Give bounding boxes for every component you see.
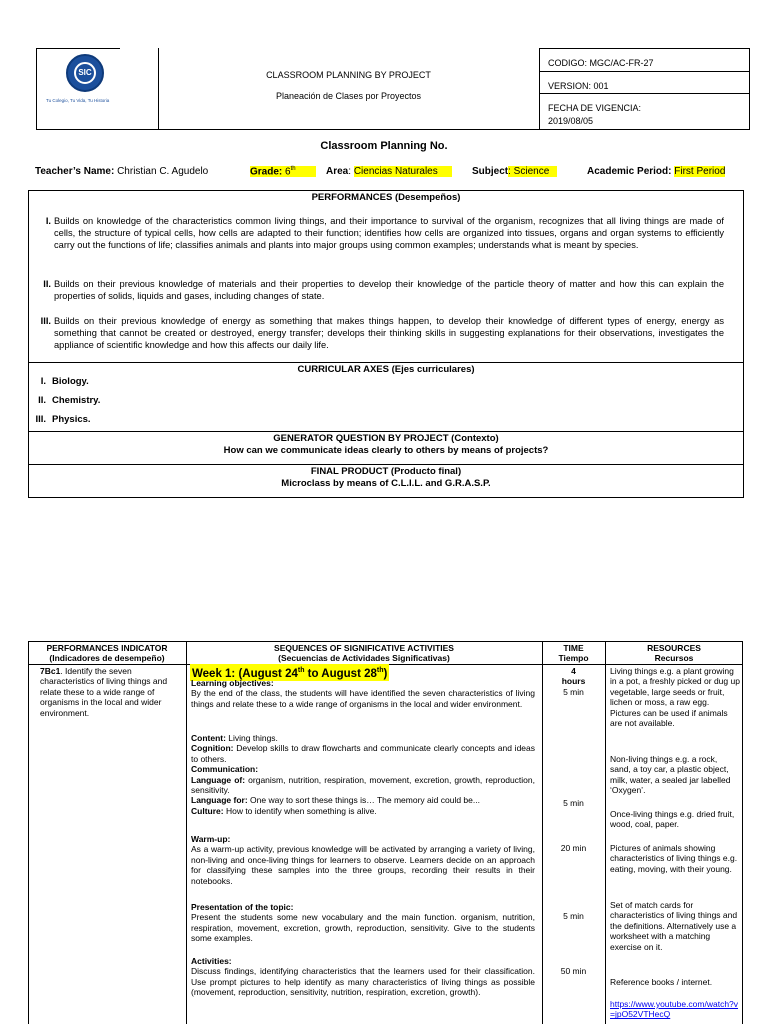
activities-label: Activities: [191, 956, 232, 966]
presentation-section [191, 902, 535, 944]
document-code: CODIGO: MGC/AC-FR-27 [548, 58, 654, 68]
column-header-indicator [28, 643, 186, 663]
language-of-label: Language of: [191, 774, 246, 785]
activities-section [191, 956, 535, 998]
curricular-axes-heading: CURRICULAR AXES (Ejes curriculares) [297, 364, 475, 375]
table-column-divider [605, 641, 606, 1024]
axis-label: Chemistry. [52, 395, 101, 406]
warm-up-text: As a warm-up activity, previous knowledge will be activated by arranging a variety of living, non-living and once-living things for learners to observe. Learners decide on an approach for classifying these samples into the three groups, recording their results in their notebooks. [191, 844, 535, 886]
final-product-heading: FINAL PRODUCT (Producto final) [310, 466, 462, 477]
period-field [587, 166, 725, 177]
communication-label: Communication: [191, 764, 259, 775]
performance-number: I. [45, 216, 51, 226]
indicator-code: 7Bc1 [40, 666, 61, 676]
clil-section [191, 733, 535, 816]
table-column-divider [542, 641, 543, 1024]
validity-date-value: 2019/08/05 [548, 116, 594, 126]
language-for-text: One way to sort these things is… The memory aid could be... [247, 795, 480, 806]
section-divider [28, 464, 744, 465]
subject-value: : Science [508, 166, 550, 177]
week-end-text: to August 28 [304, 667, 377, 680]
column-header-sequences-es: (Secuencias de Actividades Significativas) [278, 653, 450, 663]
warm-up-section [191, 834, 535, 886]
resource-item: Reference books / internet. [610, 977, 713, 987]
column-header-time-es: Tiempo [558, 653, 589, 663]
axis-number: II. [38, 395, 46, 406]
axis-label: Physics. [52, 414, 91, 425]
performance-number: III. [40, 316, 51, 326]
document-title: CLASSROOM PLANNING BY PROJECT [266, 70, 431, 80]
column-header-time [542, 643, 605, 663]
column-header-sequences-en: SEQUENCES OF SIGNIFICATIVE ACTIVITIES [274, 643, 454, 653]
culture-line [191, 806, 535, 816]
resource-item: Pictures of animals showing characteristics of living things e.g. eating, moving, with their young. [610, 843, 738, 874]
performance-text: Builds on knowledge of the characteristics common living things, and their importance to survival of the organism, recognizes that all living things are made of cells, the structure of typical cells, how cells are adapted to their function; identifies how cells are organized into tissues, organs and organ systems to efficiently carry out the functions of life; classifies animals and plants into major groups using common examples; understands what is meant by species. [54, 216, 724, 251]
time-slot: 5 min [563, 687, 584, 697]
column-header-resources [605, 643, 743, 663]
table-column-divider [186, 641, 187, 1024]
time-total [545, 666, 602, 687]
language-for-line [191, 795, 535, 805]
subject-field [472, 166, 557, 177]
performances-heading: PERFORMANCES (Desempeños) [311, 192, 461, 203]
time-slot: 5 min [563, 911, 584, 921]
area-value: Ciencias Naturales [353, 166, 438, 177]
area-label: Area [326, 166, 349, 177]
time-slot: 20 min [560, 843, 587, 853]
header-row-divider [539, 71, 749, 72]
youtube-link[interactable]: https://www.youtube.com/watch?v=jpO52VTHecQ [610, 999, 739, 1020]
resource-item: Living things e.g. a plant growing in a pot, a freshly picked or dug up vegetable, large seeds or fruit, lichen or moss, a raw egg. Pictures can be used if animals are not available. [610, 666, 740, 729]
time-total-unit: hours [561, 676, 586, 687]
curricular-axis-item [20, 414, 91, 425]
column-header-indicator-es: (Indicadores de desempeño) [49, 653, 165, 663]
logo-tagline: Tu Colegio, Tu Vida, Tu Historia [46, 98, 110, 103]
header-row-divider [539, 93, 749, 94]
grade-suffix: th [290, 166, 296, 172]
resource-item: Set of match cards for characteristics of living things and the definitions. Alternatively use a worksheet with a matching exercise on it. [610, 900, 738, 952]
culture-text: How to identify when something is alive. [223, 805, 377, 816]
section-divider [28, 362, 744, 363]
grade-label: Grade: [250, 166, 283, 178]
grade-field [250, 166, 316, 177]
teacher-label: Teacher’s Name: [35, 166, 115, 177]
content-text: Living things. [225, 733, 278, 743]
teacher-field [35, 166, 208, 177]
document-subtitle: Planeación de Clases por Proyectos [275, 91, 422, 101]
axis-label: Biology. [52, 376, 89, 387]
document-version: VERSION: 001 [548, 81, 609, 91]
time-slot: 5 min [563, 798, 584, 808]
column-header-resources-es: Recursos [654, 653, 694, 663]
language-for-label: Language for: [191, 795, 248, 806]
column-header-sequences [186, 643, 542, 663]
resource-item: Non-living things e.g. a rock, sand, a toy car, a plastic object, milk, water, a sealed jar labelled ‘Oxygen’. [610, 754, 731, 796]
presentation-label: Presentation of the topic: [191, 902, 294, 912]
curricular-axis-item [20, 395, 100, 406]
subject-label: Subject [472, 166, 509, 177]
week-start-text: Week 1: (August 24 [192, 667, 298, 680]
performance-text: Builds on their previous knowledge of materials and their properties to develop their knowledge of the particle theory of matter and how this can explain the properties of solids, liquids and gases, including changes of state. [54, 279, 724, 302]
grade-value: 6 [285, 166, 291, 178]
header-divider [539, 48, 540, 130]
header-top-border-left [36, 48, 120, 49]
resource-item: Once-living things e.g. dried fruit, wood, coal, paper. [610, 809, 735, 830]
axis-number: III. [35, 414, 46, 425]
language-of-text: organism, nutrition, respiration, movement, excretion, growth, reproduction, sensitivity. [191, 774, 535, 796]
column-header-resources-en: RESOURCES [647, 643, 701, 653]
cognition-label: Cognition: [191, 743, 234, 754]
activities-text: Discuss findings, identifying characteristics that the learners used for their classification. Use prompt pictures to help identify as many characteristics of living things as possible (movement, reproduction, sensitivity, nutrition, respiration, excretion, growth). [191, 966, 535, 998]
cognition-line [191, 743, 535, 764]
teacher-value: Christian C. Agudelo [117, 166, 209, 177]
presentation-text: Present the students some new vocabulary and the main function. organism, nutrition, respiration, movement, excretion, growth, reproduction, sensitivity. Give to the students some examples. [191, 912, 535, 944]
validity-date [548, 102, 641, 128]
content-label: Content: [191, 733, 226, 743]
period-value: First Period [674, 166, 726, 177]
axis-number: I. [40, 376, 46, 387]
header-top-border-right [539, 48, 749, 49]
week-suffix: th [297, 667, 305, 674]
validity-date-label: FECHA DE VIGENCIA: [548, 103, 642, 113]
culture-label: Culture: [191, 805, 224, 816]
learning-objectives-label: Learning objectives: [191, 678, 274, 688]
column-header-indicator-en: PERFORMANCES INDICATOR [46, 643, 168, 653]
area-field: Area: Ciencias Naturales [326, 166, 452, 177]
school-logo [66, 54, 104, 92]
time-total-number: 4 [571, 666, 576, 676]
plan-title: Classroom Planning No. [320, 140, 448, 152]
performance-text: Builds on their previous knowledge of energy as something that makes things happen, to develop their knowledge of different types of energy, energy as something that cannot be created or destroyed, energy transfer; develops their thinking skills in suggesting explanations for their observations, investigates the appliance of scientific knowledge and how this affects our daily life. [54, 316, 724, 351]
final-product-text: Microclass by means of C.L.I.L. and G.R.A.S.P. [281, 478, 491, 489]
time-slot: 50 min [560, 966, 587, 976]
week-suffix: th [376, 667, 384, 674]
indicator-text: . Identify the seven characteristics of living things and relate these to a wide range of organisms in the local and wider environment. [40, 666, 168, 718]
generator-question-heading: GENERATOR QUESTION BY PROJECT (Contexto) [273, 433, 499, 444]
section-divider [28, 431, 744, 432]
language-of-line [191, 775, 535, 796]
logo-text: SIC [74, 62, 96, 84]
learning-objectives-text: By the end of the class, the students will have identified the seven characteristics of living things and relate these to a wide range of organisms in the local and wider environment. [191, 688, 535, 709]
generator-question-text: How can we communicate ideas clearly to others by means of projects? [223, 445, 549, 456]
content-line [191, 733, 535, 743]
cognition-text: Develop skills to draw flowcharts and communicate clearly concepts and ideas to others. [191, 743, 535, 764]
warm-up-label: Warm-up: [191, 834, 231, 844]
performance-number: II. [43, 279, 51, 289]
period-label: Academic Period: [587, 166, 672, 177]
week-close-text: ) [383, 667, 388, 680]
header-divider [158, 48, 159, 130]
header-right-border [749, 48, 750, 130]
communication-line [191, 764, 535, 774]
column-header-time-en: TIME [563, 643, 584, 653]
performance-indicator [40, 666, 182, 718]
curricular-axis-item [20, 376, 89, 387]
learning-objectives [191, 678, 535, 709]
